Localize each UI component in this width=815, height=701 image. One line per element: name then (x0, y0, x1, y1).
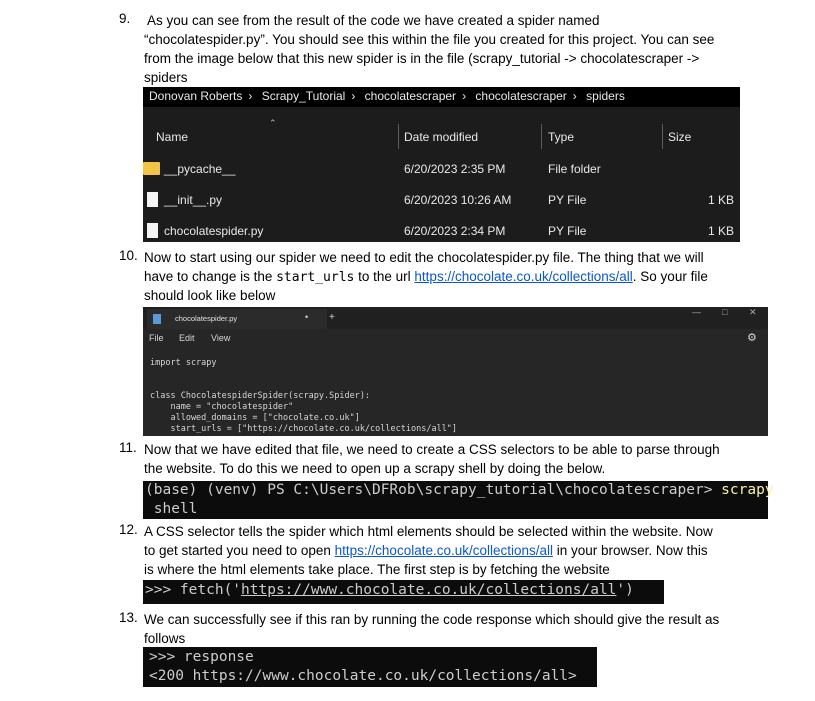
file-row[interactable] (143, 221, 740, 243)
code-line: import scrapy (150, 358, 217, 368)
step-10-line-3: should look like below (144, 288, 276, 303)
breadcrumb-item[interactable]: chocolatescraper (364, 89, 457, 103)
file-explorer (143, 87, 740, 242)
terminal-line: >>> response (149, 649, 254, 665)
step-9-line-1: As you can see from the result of the code we have created a spider named (147, 13, 600, 28)
breadcrumb-item[interactable]: spiders (586, 89, 625, 103)
file-date: 6/20/2023 2:35 PM (404, 162, 506, 176)
menu-file[interactable]: File (149, 333, 164, 343)
file-icon (147, 192, 158, 207)
step-number: 13. (119, 610, 138, 625)
maximize-icon[interactable]: □ (722, 307, 728, 317)
code-line: allowed_domains = ["chocolate.co.uk"] (150, 413, 360, 423)
close-icon[interactable]: ✕ (749, 307, 757, 317)
file-type: PY File (548, 193, 587, 207)
step-number: 11. (119, 440, 137, 455)
notepad-icon (153, 314, 161, 324)
code-line: name = "chocolatespider" (150, 402, 294, 412)
file-name: __pycache__ (164, 162, 236, 176)
file-name: __init__.py (164, 193, 223, 207)
step-number: 12. (119, 522, 138, 537)
text: . So your file (632, 269, 708, 284)
menu-edit[interactable]: Edit (179, 333, 195, 343)
file-row[interactable] (143, 159, 740, 181)
text: to the url (354, 269, 415, 284)
terminal-command-cont: shell (145, 501, 198, 517)
collections-link[interactable]: https://chocolate.co.uk/collections/all (334, 543, 554, 558)
step-9-line-2: “chocolatespider.py”. You should see this within the file you created for this project. You can see (144, 32, 715, 47)
file-type: PY File (548, 224, 587, 238)
menu-view[interactable]: View (211, 333, 231, 343)
terminal-prompt: >>> fetch(' (145, 582, 242, 598)
terminal-text: ') (616, 582, 634, 598)
chevron-right-icon: › (462, 89, 467, 103)
step-13-line-2: follows (144, 631, 186, 646)
column-header-date[interactable]: Date modified (404, 130, 479, 144)
file-row[interactable] (143, 190, 740, 212)
terminal-line: <200 https://www.chocolate.co.uk/collections/all> (149, 668, 577, 684)
terminal-url: https://www.chocolate.co.uk/collections/all (241, 582, 617, 598)
breadcrumb-item[interactable]: chocolatescraper (475, 89, 567, 103)
file-icon (147, 223, 158, 238)
step-11-line-1: Now that we have edited that file, we need to create a CSS selectors to be able to parse through (144, 442, 720, 457)
text: have to change is the (144, 269, 277, 284)
new-tab-button[interactable]: + (329, 312, 335, 323)
column-divider[interactable] (541, 124, 542, 149)
chevron-right-icon: › (572, 89, 577, 103)
step-13-line-1: We can successfully see if this ran by running the code response which should give the result as (144, 612, 720, 627)
unsaved-dot-icon: • (305, 312, 309, 322)
terminal-prompt: (base) (venv) PS C:\Users\DFRob\scrapy_tutorial\chocolatescraper> (145, 482, 722, 498)
chevron-right-icon: › (248, 89, 253, 103)
tab-title: chocolatespider.py (175, 314, 238, 323)
step-number: 9. (119, 11, 131, 26)
column-header-size[interactable]: Size (668, 130, 692, 144)
notepad-window (143, 307, 768, 436)
step-number: 10. (119, 248, 138, 263)
breadcrumb-item[interactable]: Scrapy_Tutorial (261, 89, 346, 103)
file-size: 1 KB (707, 224, 734, 238)
file-type: File folder (548, 162, 601, 176)
breadcrumb (143, 87, 740, 107)
minimize-icon[interactable]: — (692, 307, 701, 317)
file-date: 6/20/2023 2:34 PM (404, 224, 506, 238)
step-12-line-3: is where the html elements take place. The first step is by fetching the website (144, 562, 610, 577)
title-bar (143, 307, 768, 329)
collections-link[interactable]: https://chocolate.co.uk/collections/all (414, 269, 633, 284)
chevron-right-icon: › (351, 89, 356, 103)
sort-up-icon: ⌃ (269, 118, 277, 128)
terminal-scrapy-shell (143, 481, 774, 519)
step-12-line-2 (144, 541, 724, 560)
step-9-line-4: spiders (144, 70, 188, 85)
step-12-line-1: A CSS selector tells the spider which html elements should be selected within the website. Now (144, 524, 713, 539)
inline-code: start_urls (276, 270, 355, 285)
column-divider[interactable] (662, 124, 663, 149)
terminal-command: scrapy (721, 482, 774, 498)
step-10-line-1: Now to start using our spider we need to edit the chocolatespider.py file. The thing that we will (144, 250, 704, 265)
file-size: 1 KB (707, 193, 734, 207)
terminal-fetch (143, 580, 664, 604)
file-name: chocolatespider.py (164, 224, 264, 238)
folder-icon (143, 162, 160, 175)
breadcrumb-item[interactable]: Donovan Roberts (149, 89, 243, 103)
column-header-type[interactable]: Type (548, 130, 575, 144)
code-line: class ChocolatespiderSpider(scrapy.Spider): (150, 391, 371, 401)
code-line: start_urls = ["https://chocolate.co.uk/collections/all"] (150, 424, 458, 434)
text: in your browser. Now this (553, 543, 708, 558)
tab-chocolatespider[interactable] (147, 309, 327, 329)
gear-icon[interactable]: ⚙ (747, 332, 757, 344)
terminal-response (143, 647, 597, 687)
column-header-name[interactable]: Name (156, 130, 189, 144)
text: to get started you need to open (144, 543, 335, 558)
file-date: 6/20/2023 10:26 AM (404, 193, 512, 207)
step-11-line-2: the website. To do this we need to open up a scrapy shell by doing the below. (144, 461, 606, 476)
step-9-line-3: from the image below that this new spider is in the file (scrapy_tutorial -> chocolatescraper -> (144, 51, 700, 66)
column-divider[interactable] (398, 124, 399, 149)
step-10-line-2 (144, 267, 724, 287)
